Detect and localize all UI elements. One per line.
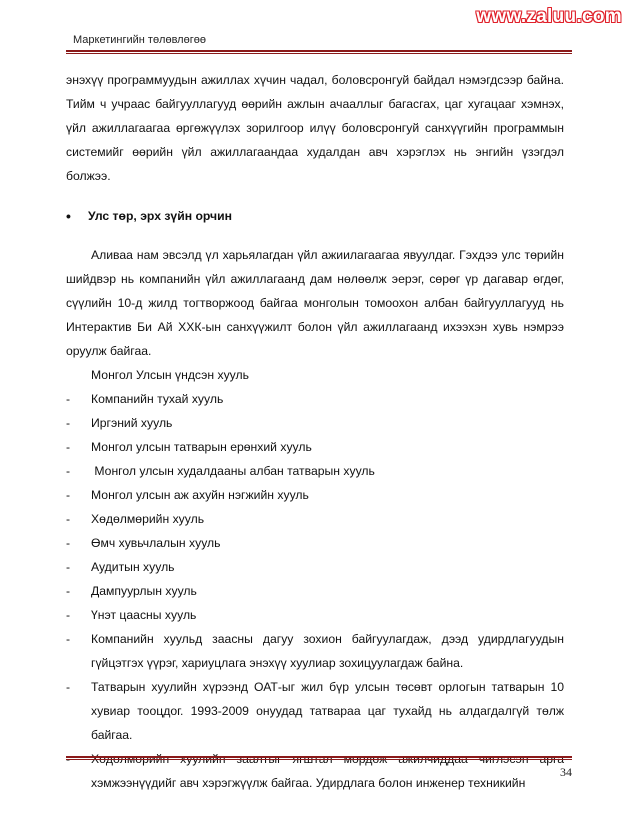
list-item-text: Татварын хуулийн хүрээнд ОАТ-ыг жил бүр улсын төсөвт орлогын татварын 10 хувиар тооцдог. 1993-2009 онуудад татвараа цаг тухайд нь алдагдалгүй төлж байгаа. [91,680,564,742]
header-rule-thin [66,53,572,54]
dash-marker: - [66,512,71,526]
law-intro: Монгол Улсын үндсэн хууль [91,368,249,382]
dash-marker: - [66,488,71,502]
dash-marker: - [66,608,71,622]
list-item [66,387,564,411]
list-item-text: Иргэний хууль [91,416,173,430]
list-item [66,675,564,747]
dash-marker: - [66,416,71,430]
dash-marker: - [66,584,71,598]
dash-marker: - [66,536,71,550]
list-item [66,435,564,459]
dash-marker: - [66,560,71,574]
list-item-text: Компанийн хуульд заасны дагуу зохион байгуулагдаж, дээд удирдлагуудын гүйцэтгэх үүрэг, хариуцлага энэхүү хуулиар зохицуулагдаж байна. [91,632,564,670]
section-heading-text: Улс төр, эрх зүйн орчин [88,209,232,223]
section-paragraph: Аливаа нам эвсэлд үл харьялагдан үйл ажиилагаагаа явуулдаг. Гэхдээ улс төрийн шийдвэр нь компанийн үйл ажиллагаанд дам нөлөөлж эерэг, сөрөг үр дагавар өгдөг, сүүлийн 10-д жилд тогтворжоод байгаа монголын томоохон албан байгууллагууд нь Интерактив Би Ай ХХК-ын санхүүжилт болон үйл ажиллагаанд ихээхэн хувь нэмрээ оруулж байгаа. [66,248,564,358]
list-item [66,483,564,507]
watermark-logo: www.zaluu.com [476,6,622,27]
bullet-icon: • [66,208,71,224]
dash-marker: - [66,440,71,454]
list-item [66,411,564,435]
page-body [66,68,564,795]
list-item [66,579,564,603]
running-header: Маркетингийн төлөвлөгөө [73,34,206,46]
dash-marker [66,747,91,795]
dash-marker: - [66,392,71,406]
header-rule [66,50,572,52]
list-item-text: Аудитын хууль [91,560,175,574]
list-item [66,747,564,795]
list-item-text: Монгол улсын татварын ерөнхий хууль [91,440,312,454]
list-item-text: Үнэт цаасны хууль [91,608,197,622]
law-list [66,387,564,795]
list-item-text: хэмжээнүүдийг авч хэрэгжүүлж байгаа. Удирдлага болон инженер техникийн [91,776,526,790]
list-item [66,555,564,579]
dash-marker: - [66,680,71,694]
list-item [66,627,564,675]
page-number: 34 [560,765,572,779]
intro-paragraph: энэхүү программуудын ажиллах хүчин чадал, боловсронгуй байдал нэмэгдсээр байна. Тийм ч учраас байгууллагууд өөрийн ажлын ачааллыг багасгах, цаг хугацааг хэмнэх, үйл ажиллагаагаа өргөжүүлэх зорилгоор илүү боловсронгуй санхүүгийн программын системийг өөрийн үйл ажиллагаандаа худалдан авч хэрэглэх нь энгийн үзэгдэл болжээ. [66,73,564,183]
list-item [66,507,564,531]
list-item-text: Хөдөлмөрийн хууль [91,512,205,526]
list-item [66,531,564,555]
footer-rule [66,756,572,758]
list-item-text: Компанийн тухай хууль [91,392,224,406]
list-item-text: Дампуурлын хууль [91,584,197,598]
list-item-text: Өмч хувьчлалын хууль [91,536,221,550]
dash-marker: - [66,464,71,478]
list-item [66,603,564,627]
dash-marker: - [66,632,71,646]
list-item-text: Монгол улсын худалдааны албан татварын хууль [91,464,375,478]
list-item-text: Монгол улсын аж ахуйн нэгжийн хууль [91,488,309,502]
list-item [66,459,564,483]
section-heading [66,204,564,228]
footer-rule-thin [66,759,572,760]
